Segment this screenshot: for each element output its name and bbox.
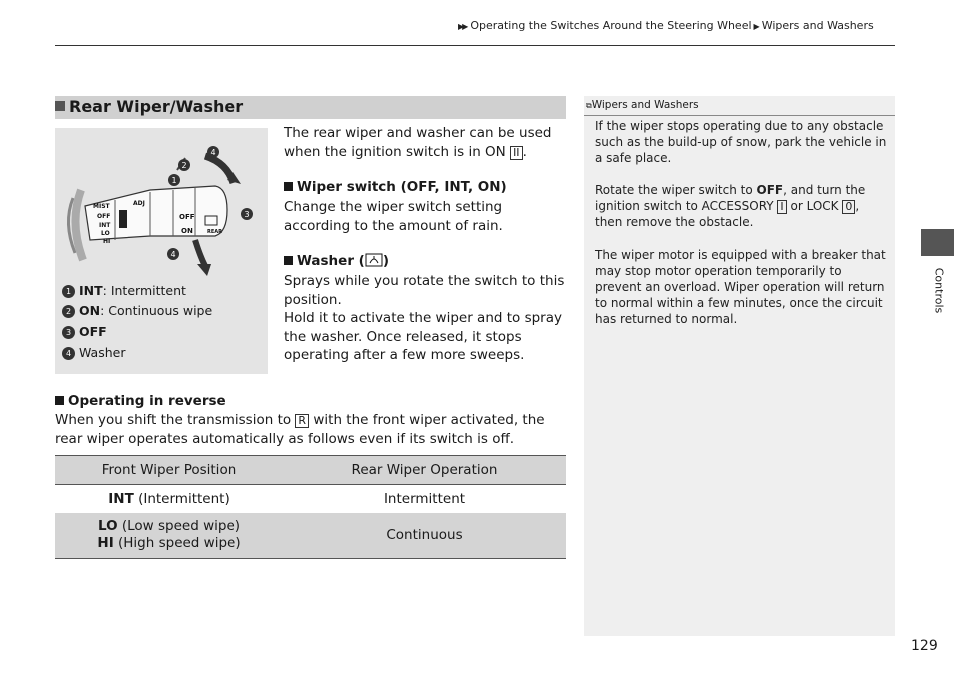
section-title [55,97,243,116]
position-term: HI [97,535,114,552]
chapter-tab [921,229,954,256]
wiper-switch-heading-text: Wiper switch (OFF, INT, ON) [297,179,507,195]
reverse-text-pre: When you shift the transmission to [55,412,292,428]
row-lo-hi-operation: Continuous [386,527,463,544]
callout-2: 2 [181,161,187,170]
square-bullet-icon [55,101,65,111]
sidebar-p2-bold: OFF [756,183,784,197]
washer-heading-post: ) [382,253,390,269]
sidebar-p2-pre: Rotate the wiper switch to [595,183,753,197]
reverse-gear-key-icon: R [295,414,309,428]
callout-3: 3 [244,210,250,219]
washer-heading [284,253,389,269]
legend-item-2 [62,303,212,318]
lock-key-icon: 0 [842,200,855,214]
position-desc: (Intermittent) [133,490,230,507]
section-title-text: Rear Wiper/Washer [69,97,244,116]
header-rule [55,45,895,46]
washer-spray-icon [365,253,383,267]
lever-label-mist: MIST [93,203,110,210]
reverse-heading-text: Operating in reverse [68,393,226,409]
wiper-switch-text: Change the wiper switch setting according to the amount of rain. [284,199,503,234]
sidebar-panel [584,96,895,636]
number-4-icon: 4 [62,347,75,360]
position-desc: (Low speed wipe) [117,518,241,535]
row-lo-hi-position [55,513,283,559]
reference-arrow-icon: ⧉ [586,101,592,110]
lever-label-off: OFF [97,213,111,220]
lever-label-int: INT [99,222,111,229]
number-3-icon: 3 [62,326,75,339]
sidebar-rule [584,115,895,116]
lever-label-rear-on: ON [181,227,193,235]
header-rear-wiper-operation: Rear Wiper Operation [351,462,498,478]
row-int-operation: Intermittent [383,490,466,507]
callout-1: 1 [171,176,177,185]
washer-text-2: Hold it to activate the wiper and to spray the washer. Once released, it stops operating after a few more sweeps. [284,310,562,363]
lever-label-rear: REAR [207,229,222,235]
intro-end: . [522,143,527,160]
breadcrumb [458,19,874,32]
sidebar-p2-mid: , and turn the ignition switch to ACCESSORY [595,183,866,213]
breadcrumb-part2: Wipers and Washers [761,19,874,32]
lever-label-lo: LO [101,230,110,237]
sidebar-paragraph-1: If the wiper stops operating due to any obstacle such as the build-up of snow, park the vehicle in a safe place. [595,119,887,165]
legend-desc: Washer [79,345,126,360]
table-row [55,513,566,559]
reverse-text-post: with the front wiper activated, the rear wiper operates automatically as follows even if its switch is off. [55,412,545,447]
breadcrumb-part1: Operating the Switches Around the Steering Wheel [470,19,752,32]
square-bullet-icon [284,182,293,191]
legend-desc: : Intermittent [102,283,186,298]
intro-text: The rear wiper and washer can be used when the ignition switch is in ON [284,125,552,160]
table-row [55,485,566,513]
number-2-icon: 2 [62,305,75,318]
legend-term: ON [79,303,101,318]
sidebar-p2-post: , then remove the obstacle. [595,199,860,229]
position-term: INT [108,490,134,507]
callout-4-bottom: 4 [170,250,176,259]
number-1-icon: 1 [62,285,75,298]
ignition-on-key-icon: II [510,146,523,160]
legend-desc: : Continuous wipe [100,303,213,318]
square-bullet-icon [55,396,64,405]
wiper-lever-illustration [55,128,268,278]
reverse-heading [55,393,226,409]
position-term: LO [97,518,118,535]
wiper-switch-heading [284,179,507,195]
washer-heading-pre: Washer ( [297,253,365,269]
lever-label-adj: ADJ [133,200,145,207]
callout-4-top: 4 [210,148,216,157]
arrow-icon: ▶ [753,22,758,31]
table-header-row [55,456,566,485]
legend-item-3 [62,324,107,339]
page-number: 129 [911,638,938,654]
double-arrow-icon: ▶▶ [458,22,467,31]
lever-label-hi: HI [103,238,111,245]
square-bullet-icon [284,256,293,265]
legend-term: INT [79,283,103,298]
legend-term: OFF [79,324,107,339]
reverse-paragraph [55,411,567,448]
legend-item-4 [62,345,125,360]
sidebar-title [586,99,699,111]
washer-text-1: Sprays while you rotate the switch to this position. [284,273,565,308]
legend-item-1 [62,283,186,298]
accessory-key-icon: I [777,200,786,214]
rear-wiper-table [55,455,566,559]
sidebar-paragraph-2 [595,182,887,230]
sidebar-title-text: Wipers and Washers [591,99,699,111]
chapter-tab-label: Controls [932,267,946,314]
lever-label-rear-off: OFF [179,213,195,221]
position-desc: (High speed wipe) [113,535,241,552]
sidebar-paragraph-3: The wiper motor is equipped with a breaker that may stop motor operation temporarily to prevent an overload. Wiper operation will return to normal within a few minutes, once the circuit has returned to normal. [595,248,886,326]
sidebar-p2-or: or LOCK [790,199,839,213]
intro-paragraph [284,124,566,161]
row-int-position [55,485,283,513]
header-front-wiper-position: Front Wiper Position [101,462,237,478]
